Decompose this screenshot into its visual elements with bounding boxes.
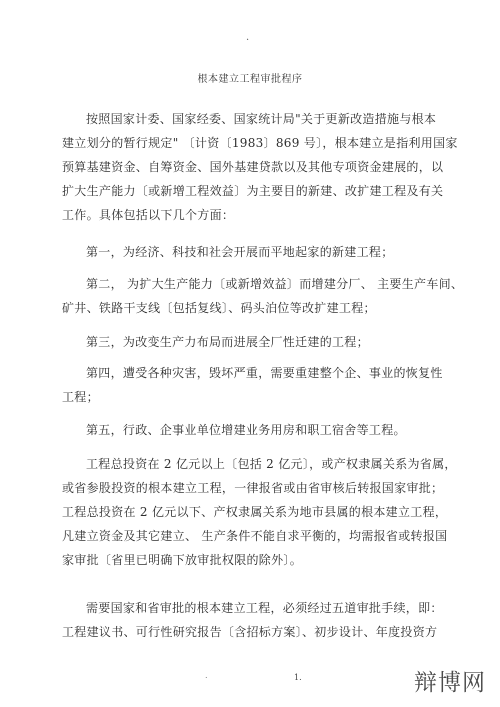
paragraph-line xyxy=(62,240,442,264)
paragraph-text: 第三，为改变生产力布局而进展全厂性迁建的工程； xyxy=(86,335,369,349)
item-four-paragraph xyxy=(62,361,442,409)
paragraph-text: 按照国家计委、国家经委、国家统计局"关于更新改造措施与根本 xyxy=(86,112,437,126)
footer-mark: . xyxy=(205,671,208,680)
paragraph-line: 或省参股投资的根本建立工程，一律报省或由省审核后转报国家审批； xyxy=(62,481,444,495)
paragraph-line xyxy=(62,596,442,620)
item-five-paragraph xyxy=(62,418,442,442)
document-title: 根本建立工程审批程序 xyxy=(197,74,303,85)
paragraph-line: 工作。具体包括以下几个方面： xyxy=(62,208,235,222)
paragraph-text: 第五，行政、企事业单位增建业务用房和职工宿舍等工程。 xyxy=(86,423,406,437)
paragraph-line xyxy=(62,361,442,385)
paragraph-line xyxy=(62,107,442,131)
paragraph-line xyxy=(62,452,457,476)
page-number: 1. xyxy=(294,673,302,682)
paragraph-text: 第四，遭受各种灾害，毁坏严重，需要重建整个企、事业的恢复性 xyxy=(86,366,443,380)
approval-procedure-paragraph xyxy=(62,596,442,644)
paragraph-line xyxy=(62,272,464,296)
paragraph-line: 矿井、铁路干支线〔包括复线〕、码头泊位等改扩建工程； xyxy=(62,301,376,315)
item-two-paragraph xyxy=(62,272,464,320)
paragraph-line: 凡建立资金及其它建立、 生产条件不能自求平衡的，均需报省或转报国 xyxy=(62,529,448,543)
paragraph-text: 第一，为经济、科技和社会开展而平地起家的新建工程； xyxy=(86,245,394,259)
investment-paragraph xyxy=(62,452,457,572)
item-three-paragraph xyxy=(62,330,442,354)
paragraph-line: 工程； xyxy=(62,390,99,404)
paragraph-line: 工程总投资在 2 亿元以下、产权隶属关系为地市县属的根本建立工程， xyxy=(62,505,448,519)
paragraph-text: 第二， 为扩大生产能力〔或新增效益〕而增建分厂、 主要生产车间、 xyxy=(86,277,464,291)
site-watermark: 辩博网 xyxy=(414,670,486,696)
intro-paragraph xyxy=(62,107,458,227)
paragraph-text: 工程总投资在 2 亿元以上〔包括 2 亿元〕，或产权隶属关系为省属， xyxy=(86,457,457,471)
paragraph-line xyxy=(62,330,442,354)
paragraph-text: 需要国家和省审批的根本建立工程，必须经过五道审批手续，即： xyxy=(86,601,443,615)
item-one-paragraph xyxy=(62,240,442,264)
paragraph-line: 扩大生产能力〔或新增工程效益〕为主要目的新建、改扩建工程及有关 xyxy=(62,184,444,198)
paragraph-line: 家审批〔省里已明确下放审批权限的除外〕。 xyxy=(62,553,303,567)
paragraph-line xyxy=(62,418,442,442)
paragraph-line: 建立划分的暂行规定" 〔计资〔1983〕869 号〕，根本建立是指利用国家 xyxy=(62,136,458,150)
paragraph-line: 预算基建资金、自筹资金、国外基建贷款以及其他专项资金建展的，以 xyxy=(62,160,444,174)
top-mark: · xyxy=(246,35,250,46)
paragraph-line: 工程建议书、可行性研究报告〔含招标方案〕、初步设计、年度投资方 xyxy=(62,625,438,639)
